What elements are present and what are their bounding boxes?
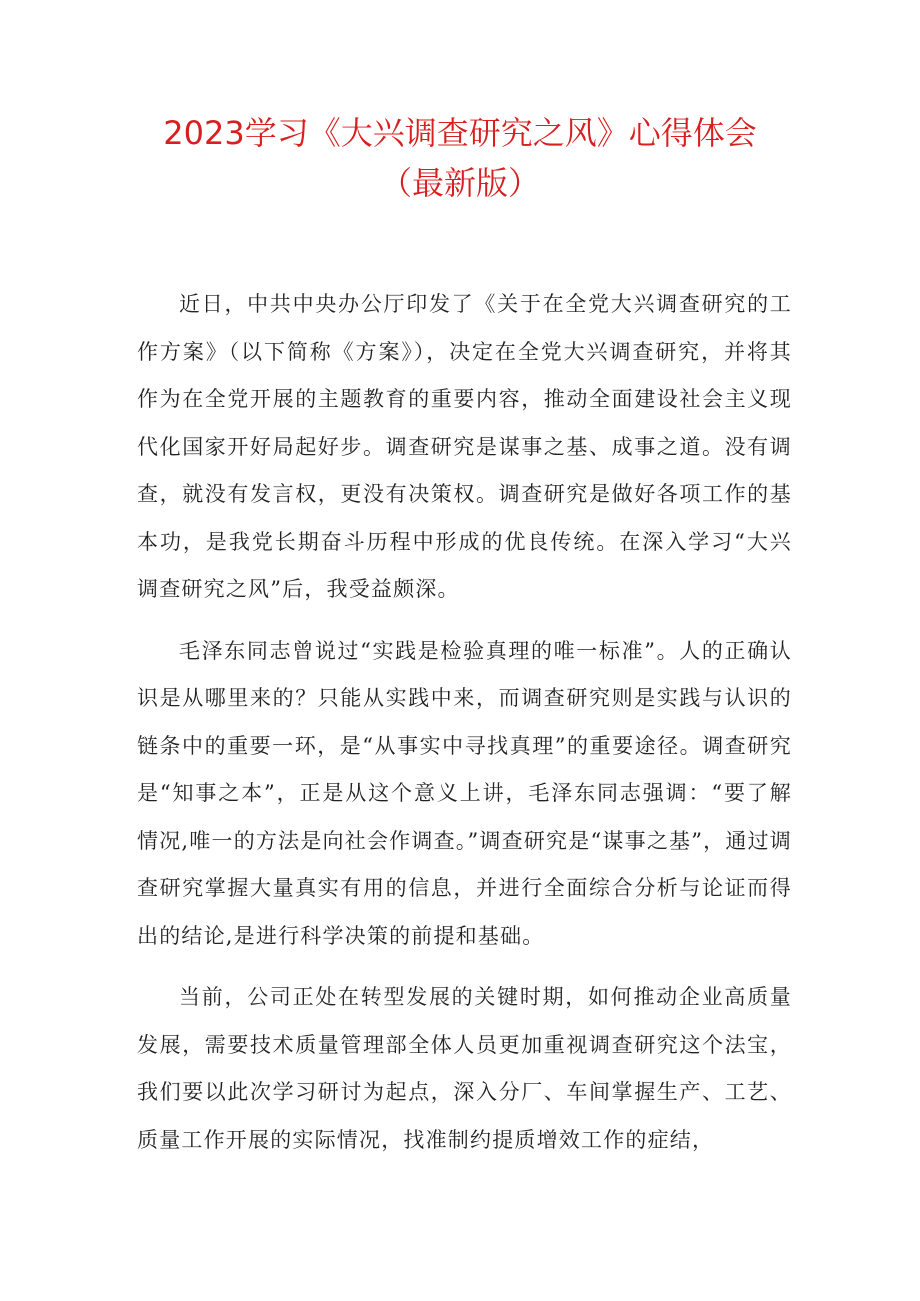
title-line-1: 2023学习《大兴调查研究之风》心得体会 [163,114,757,152]
document-title [0,108,920,208]
paragraph-2: 毛泽东同志曾说过“实践是检验真理的唯一标准”。人的正确认识是从哪里来的？只能从实践中来，而调查研究则是实践与认识的链条中的重要一环，是“从事实中寻找真理”的重要途径。调查研究是“知事之本”，正是从这个意义上讲，毛泽东同志强调：“要了解情况,唯一的方法是向社会作调查。”调查研究是“谋事之基”，通过调查研究掌握大量真实有用的信息，并进行全面综合分析与论证而得出的结论,是进行科学决策的前提和基础。 [137,638,792,948]
paragraph-1: 近日，中共中央办公厅印发了《关于在全党大兴调查研究的工作方案》（以下简称《方案》），决定在全党大兴调查研究，并将其作为在全党开展的主题教育的重要内容，推动全面建设社会主义现代化国家开好局起好步。调查研究是谋事之基、成事之道。没有调查，就没有发言权，更没有决策权。调查研究是做好各项工作的基本功，是我党长期奋斗历程中形成的优良传统。在深入学习“大兴调查研究之风”后，我受益颇深。 [137,292,792,601]
document-body [137,281,792,1164]
title-line-2: （最新版） [379,164,540,202]
paragraph-3: 当前，公司正处在转型发展的关键时期，如何推动企业高质量发展，需要技术质量管理部全体人员更加重视调查研究这个法宝，我们要以此次学习研讨为起点，深入分厂、车间掌握生产、工艺、质量工作开展的实际情况，找准制约提质增效工作的症结， [137,985,792,1152]
